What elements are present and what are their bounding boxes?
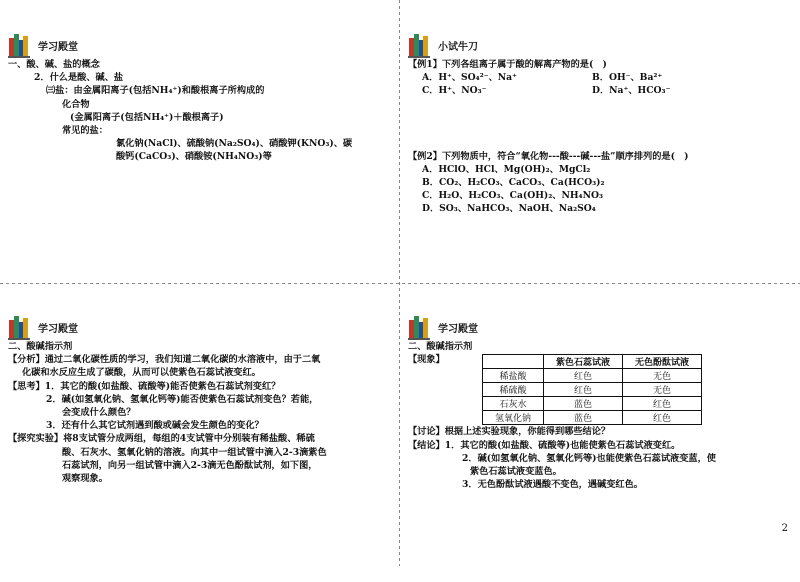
table-header: 紫色石蕊试液 — [544, 355, 623, 369]
page-number: 2 — [781, 523, 788, 534]
slide-top-right — [408, 30, 794, 300]
text-line: 氯化钠(NaCl)、硫酸钠(Na₂SO₄)、硝酸钾(KNO₃)、碳 — [116, 138, 353, 150]
table-cell: 稀硫酸 — [483, 383, 544, 397]
books-icon — [8, 30, 32, 58]
books-icon — [408, 312, 432, 340]
text-line: 常见的盐： — [62, 125, 108, 137]
text-line: 化合物 — [62, 98, 90, 110]
books-icon — [408, 30, 432, 58]
text-line: 酸、石灰水、氢氧化钠的溶液。向其中一组试管中滴入2-3滴紫色 — [62, 446, 327, 458]
text-line: 会变成什么颜色？ — [62, 407, 136, 419]
text-line: 【讨论】根据上述实验现象，你能得到哪些结论？ — [408, 426, 611, 438]
question-2: 【例2】下列物质中，符合“氧化物---酸---碱---盐”顺序排列的是( ) — [408, 150, 689, 162]
table-header: 无色酚酞试液 — [623, 355, 702, 369]
table-row — [483, 411, 702, 425]
text-line: 紫色石蕊试液变蓝色。 — [470, 466, 562, 478]
indicator-table — [482, 354, 702, 425]
section-heading: 二、酸碱指示剂 — [8, 341, 73, 352]
text-line: 3．还有什么其它试剂遇到酸或碱会发生颜色的变化？ — [46, 420, 264, 432]
text-line: 【分析】通过二氧化碳性质的学习，我们知道二氧化碳的水溶液中，由于二氧 — [8, 354, 321, 366]
text-line: 化碳和水反应生成了碳酸，从而可以使紫色石蕊试液变红。 — [22, 367, 261, 379]
text-line: 观察现象。 — [62, 473, 108, 485]
text-line: 【思考】1．其它的酸(如盐酸、硫酸等)能否使紫色石蕊试剂变红？ — [8, 380, 281, 392]
slide-title: 学习殿堂 — [438, 324, 478, 335]
table-cell: 红色 — [623, 397, 702, 411]
option-c: C．H₂O、H₂CO₃、Ca(OH)₂、NH₄NO₃ — [422, 190, 604, 202]
option-d: D．SO₃、NaHCO₃、NaOH、Na₂SO₄ — [422, 203, 596, 215]
table-cell: 稀盐酸 — [483, 369, 544, 383]
text-line: ㈢盐：由金属阳离子(包括NH₄⁺)和酸根离子所构成的 — [46, 85, 265, 97]
text-line: (金属阳离子(包括NH₄⁺)＋酸根离子) — [70, 111, 224, 123]
option-a: A．H⁺、SO₄²⁻、Na⁺ — [422, 72, 517, 84]
text-line: 【结论】1．其它的酸(如盐酸、硫酸等)也能使紫色石蕊试液变红。 — [408, 439, 681, 451]
table-header-row — [483, 355, 702, 369]
text-line: 2．碱(如氢氧化钠、氢氧化钙等)能否使紫色石蕊试剂变色？若能， — [46, 393, 319, 405]
slide-title: 学习殿堂 — [38, 42, 78, 53]
slide-bottom-left — [8, 312, 394, 582]
table-cell: 红色 — [544, 369, 623, 383]
text-line: 酸钙(CaCO₃)、硝酸铵(NH₄NO₃)等 — [116, 151, 272, 163]
table-row — [483, 383, 702, 397]
table-cell: 石灰水 — [483, 397, 544, 411]
table-row — [483, 397, 702, 411]
slide-title: 小试牛刀 — [438, 42, 478, 53]
text-line: 2．碱(如氢氧化钠、氢氧化钙等)也能使紫色石蕊试液变蓝，使 — [462, 452, 716, 464]
table-cell: 红色 — [623, 411, 702, 425]
question-1: 【例1】下列各组离子属于酸的解离产物的是( ) — [408, 59, 607, 70]
table-cell: 红色 — [544, 383, 623, 397]
books-icon — [8, 312, 32, 340]
option-d: D．Na⁺、HCO₃⁻ — [592, 85, 671, 97]
options-row — [408, 71, 794, 84]
option-c: C．H⁺、NO₃⁻ — [422, 85, 487, 97]
phenomenon-label: 【现象】 — [408, 354, 445, 366]
option-b: B．OH⁻、Ba²⁺ — [592, 72, 663, 84]
text-line: 【探究实验】将8支试管分成两组，每组的4支试管中分别装有稀盐酸、稀硫 — [8, 433, 315, 445]
option-b: B．CO₂、H₂CO₃、CaCO₃、Ca(HCO₃)₂ — [422, 177, 605, 189]
slide-top-left — [8, 30, 394, 300]
slide-bottom-right — [408, 312, 794, 582]
table-cell: 氢氧化钠 — [483, 411, 544, 425]
subheading: 2．什么是酸、碱、盐 — [34, 72, 124, 84]
table-cell: 蓝色 — [544, 411, 623, 425]
section-heading: 二、酸碱指示剂 — [408, 341, 473, 352]
options-row — [408, 84, 794, 97]
option-a: A．HClO、HCl、Mg(OH)₂、MgCl₂ — [422, 163, 591, 175]
table-row — [483, 369, 702, 383]
table-cell: 蓝色 — [544, 397, 623, 411]
table-cell: 无色 — [623, 369, 702, 383]
text-line: 石蕊试剂，向另一组试管中滴入2-3滴无色酚酞试剂，如下图， — [62, 459, 318, 471]
text-line: 3．无色酚酞试液遇酸不变色，遇碱变红色。 — [462, 479, 643, 491]
table-cell: 无色 — [623, 383, 702, 397]
section-heading: 一、酸、碱、盐的概念 — [8, 59, 100, 70]
table-header — [483, 355, 544, 369]
slide-title: 学习殿堂 — [38, 324, 78, 335]
